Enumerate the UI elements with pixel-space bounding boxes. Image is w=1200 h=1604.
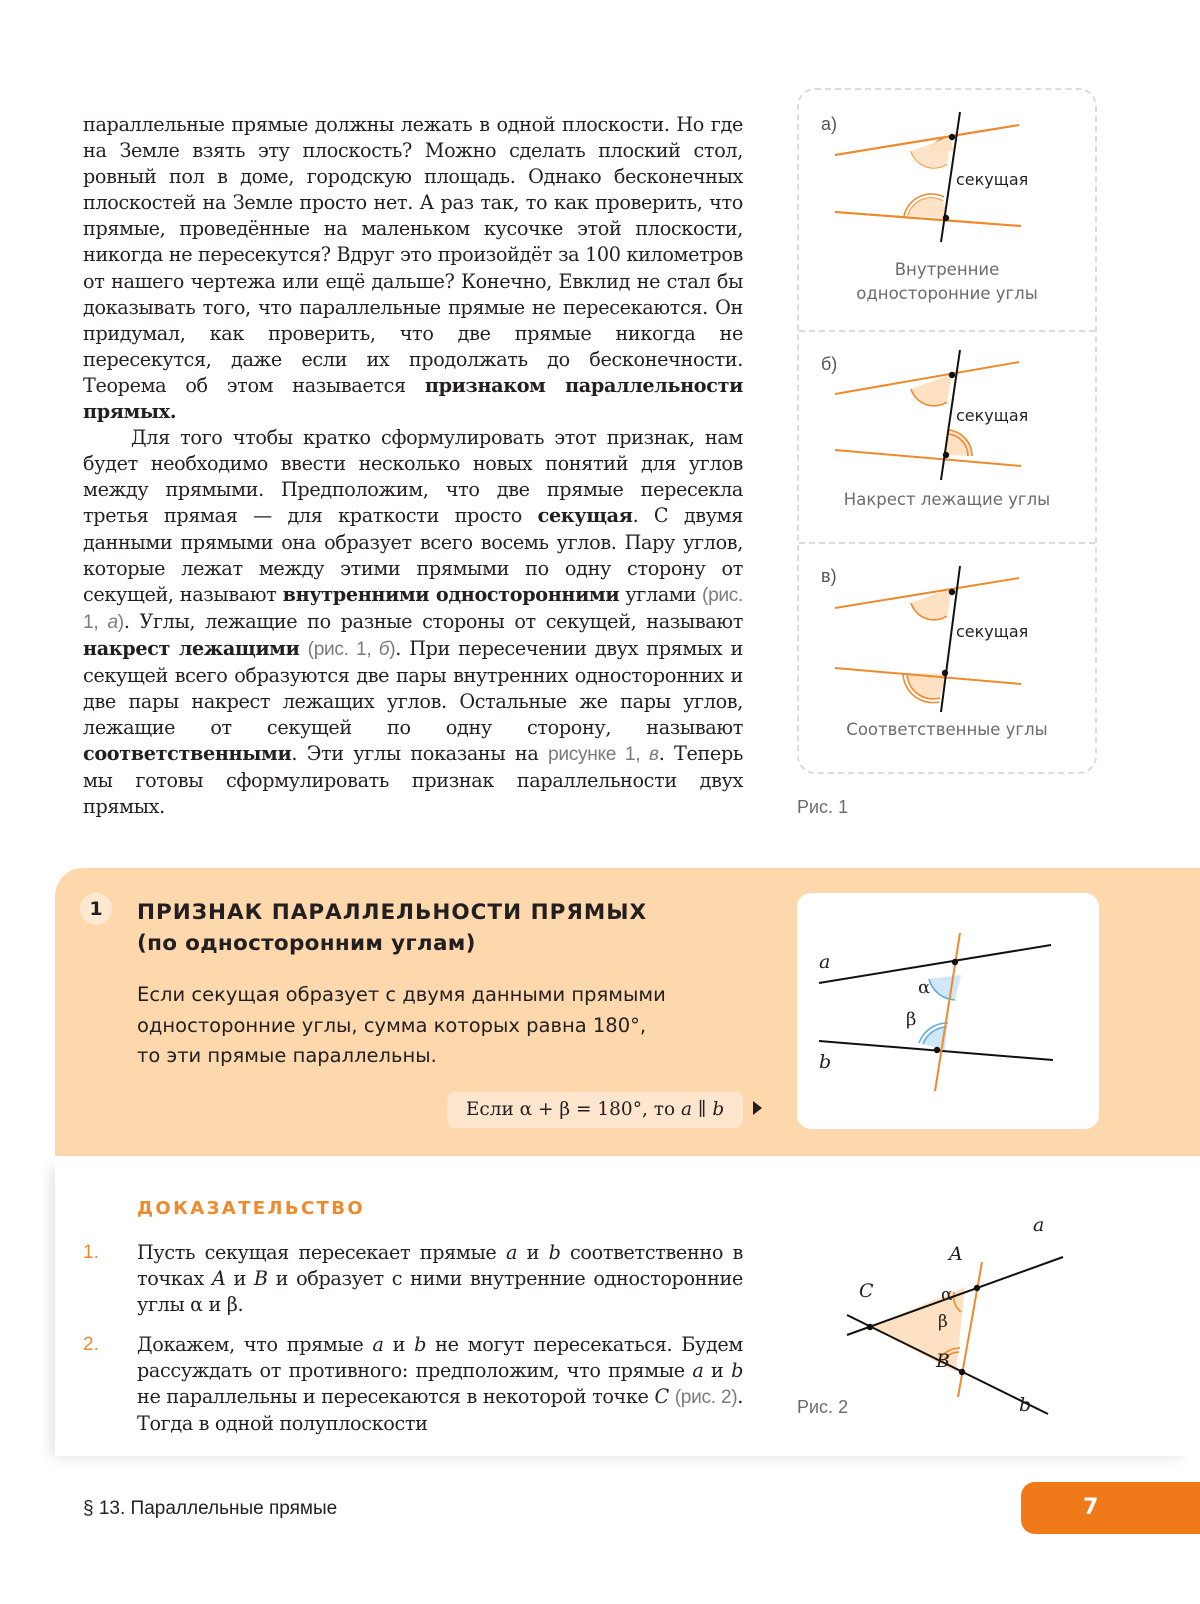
statement-line: Если секущая образует с двумя данными прямыми bbox=[137, 983, 666, 1006]
ref-text: ) bbox=[389, 638, 396, 660]
figure-1b bbox=[799, 330, 1095, 542]
formula-var: a bbox=[680, 1099, 692, 1120]
term-alternate-angles: накрест лежащими bbox=[83, 636, 300, 660]
figure-ref-1b[interactable] bbox=[308, 639, 396, 660]
step-text bbox=[137, 1240, 743, 1318]
theorem-diagram bbox=[797, 893, 1099, 1129]
text: и образует с ними внутренние односторонние углы α и β. bbox=[137, 1267, 743, 1317]
caption-line: Соответственные углы bbox=[846, 720, 1048, 739]
paragraph-text: . Эти углы показаны на bbox=[291, 742, 549, 766]
term-interior-angles: внутренними односторонними bbox=[282, 582, 620, 606]
term-parallel-criterion: признаком параллельности прямых bbox=[83, 373, 743, 424]
term-secant: секущая bbox=[537, 504, 633, 528]
line-b-label: b bbox=[819, 1051, 832, 1073]
ref-text: ) bbox=[117, 611, 124, 633]
figure-1a bbox=[799, 90, 1095, 330]
step-number: 2. bbox=[83, 1334, 99, 1355]
ref-text: (рис. 1, bbox=[83, 584, 744, 633]
figure-2 bbox=[797, 1200, 1087, 1430]
figure-1a-caption bbox=[799, 258, 1095, 306]
punctuation: . bbox=[169, 400, 177, 424]
paragraph-2 bbox=[83, 425, 743, 820]
line-a-label: a bbox=[819, 951, 831, 973]
line-b-label: b bbox=[1019, 1394, 1032, 1416]
panel-letter: б) bbox=[821, 354, 838, 374]
figure-ref-2[interactable]: (рис. 2) bbox=[674, 1387, 738, 1409]
var: a bbox=[692, 1359, 704, 1383]
theorem-title-line: ПРИЗНАК ПАРАЛЛЕЛЬНОСТИ ПРЯМЫХ bbox=[137, 900, 648, 925]
paragraph-text: параллельные прямые должны лежать в одной плоскости. Но где на Земле взять эту плоскость? Можно сделать плоский стол, ровный пол в доме, городскую площадь. Однако бесконечных плоскостей на Земле просто нет. А раз так, то как проверить, что прямые, проведённые на маленьком кусочке этой плоскости, никогда не пересекутся? Вдруг это произойдёт за 100 километров от нашего чертежа или ещё дальше? Конечно, Евклид не стал бы доказывать того, что параллельные прямые не пересекаются. Он придумал, как проверить, что две прямые никогда не пересекутся, даже если их продолжать до бесконечности. Теорема об этом называется bbox=[83, 113, 743, 397]
statement-line: односторонние углы, сумма которых равна 180°, bbox=[137, 1013, 647, 1037]
var: C bbox=[654, 1385, 669, 1409]
text: и bbox=[225, 1267, 254, 1291]
theorem-figure bbox=[797, 893, 1099, 1129]
figure-1-caption: Рис. 1 bbox=[797, 797, 849, 817]
paragraph-text bbox=[299, 637, 307, 660]
paragraph-text: . Теперь мы готовы сформулировать признак параллельности двух прямых. bbox=[83, 742, 743, 819]
paragraph-text: . С двумя данными прямыми она образует всего восемь углов. Пару углов, которые лежат между этими прямыми по одну сторону от секущей, называют bbox=[83, 504, 744, 606]
caption-line: Накрест лежащие углы bbox=[843, 490, 1051, 509]
theorem-title bbox=[137, 897, 757, 959]
statement-line: то эти прямые параллельны. bbox=[137, 1044, 437, 1067]
text: и bbox=[703, 1359, 732, 1383]
secant-label: секущая bbox=[956, 622, 1029, 641]
step-number: 1. bbox=[83, 1242, 99, 1263]
secant-label: секущая bbox=[956, 406, 1029, 425]
paragraph-text: Для того чтобы кратко сформулировать этот признак, нам будет необходимо ввести несколько новых понятий для углов между прямыми. Предположим, что две прямые пересекла третья прямая — для краткости просто bbox=[83, 426, 743, 528]
figure-ref-1c[interactable] bbox=[548, 744, 659, 765]
point-a-label: A bbox=[949, 1243, 963, 1265]
secant-label: секущая bbox=[956, 170, 1029, 189]
figure-1c bbox=[799, 542, 1095, 772]
caption-line: односторонние углы bbox=[856, 284, 1038, 303]
figure-2-caption: Рис. 2 bbox=[797, 1397, 849, 1417]
caption-line: Внутренние bbox=[894, 260, 1000, 279]
var: a bbox=[505, 1241, 518, 1264]
ref-text: рисунке 1, bbox=[548, 744, 650, 766]
alpha-label: α bbox=[918, 977, 931, 998]
line-a-label: a bbox=[1033, 1214, 1045, 1236]
step-text bbox=[137, 1332, 743, 1437]
point-c-label: C bbox=[859, 1280, 874, 1302]
parallel-symbol: ∥ bbox=[692, 1099, 713, 1120]
text: Пусть секущая пересекает прямые bbox=[137, 1241, 506, 1264]
ref-text: (рис. 1, bbox=[307, 638, 379, 660]
ref-letter: в bbox=[649, 744, 659, 766]
paragraph-1 bbox=[83, 112, 743, 425]
text: . Тогда в одной полуплоскости bbox=[137, 1385, 743, 1436]
var: b bbox=[731, 1359, 743, 1383]
text: не параллельны и пересекаются в некоторой точке bbox=[137, 1385, 655, 1409]
text: не могут пересекаться. Будем рассуждать от противного: предположим, что прямые bbox=[137, 1333, 743, 1383]
beta-label: β bbox=[938, 1312, 948, 1332]
figure-1c-caption bbox=[799, 718, 1095, 742]
text: и bbox=[383, 1333, 415, 1356]
formula-text: Если α + β = 180°, то bbox=[465, 1099, 681, 1120]
paragraph-text: углами bbox=[619, 582, 703, 606]
ref-letter: а bbox=[107, 611, 118, 633]
figure-1b-caption bbox=[799, 488, 1095, 512]
theorem-subtitle: (по односторонним углам) bbox=[137, 931, 476, 956]
figure-1-box bbox=[797, 88, 1097, 774]
beta-label: β bbox=[906, 1009, 917, 1030]
alpha-label: α bbox=[941, 1285, 953, 1305]
panel-letter: а) bbox=[821, 114, 838, 134]
var: b bbox=[548, 1241, 561, 1264]
text: соответственно в точках bbox=[137, 1241, 744, 1291]
proof-heading: ДОКАЗАТЕЛЬСТВО bbox=[137, 1198, 366, 1219]
theorem-statement bbox=[137, 980, 757, 1072]
panel-letter: в) bbox=[821, 566, 837, 586]
paragraph-text: . Углы, лежащие по разные стороны от секущей, называют bbox=[123, 609, 743, 633]
term-corresponding-angles: соответственными bbox=[83, 742, 292, 766]
expand-triangle-icon[interactable] bbox=[753, 1101, 762, 1115]
var: a bbox=[372, 1333, 384, 1356]
text: и bbox=[517, 1241, 549, 1264]
section-footer: § 13. Параллельные прямые bbox=[83, 1498, 338, 1519]
point-b-label: B bbox=[936, 1350, 950, 1372]
var: B bbox=[253, 1267, 268, 1291]
theorem-formula bbox=[447, 1092, 743, 1128]
theorem-number-badge: 1 bbox=[80, 893, 112, 925]
paragraph-text: . При пересечении двух прямых и секущей всего образуются две пары внутренних односторонних и две пары накрест лежащих углов. Остальные же пары углов, лежащие от секущей по одну сторону, называют bbox=[83, 636, 743, 740]
var: b bbox=[414, 1333, 427, 1356]
page-number-badge: 7 bbox=[1021, 1482, 1200, 1534]
var: A bbox=[211, 1267, 226, 1291]
main-text bbox=[83, 112, 743, 821]
formula-var: b bbox=[712, 1099, 725, 1120]
ref-letter: б bbox=[378, 638, 390, 660]
text: Докажем, что прямые bbox=[137, 1333, 373, 1356]
